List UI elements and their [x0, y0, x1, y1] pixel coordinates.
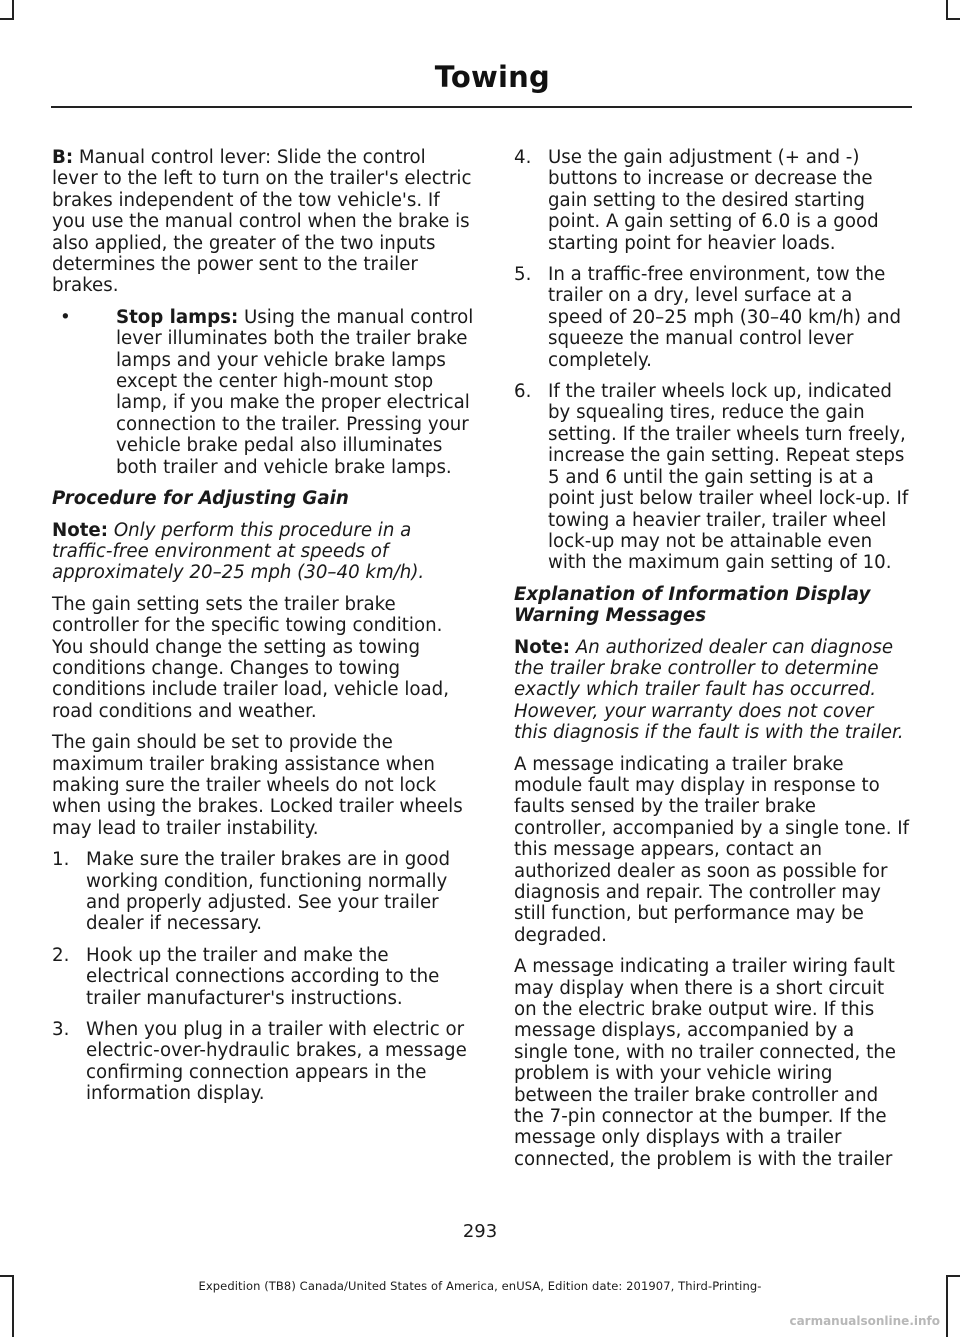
list-item — [52, 1019, 477, 1105]
gain-paragraph-1: The gain setting sets the trailer brake controller for the specific towing condition. You should change the setting as towing conditions change. Changes to towing conditions include trailer load, vehicle load, road conditions and weather. — [52, 593, 449, 722]
wiring-fault-paragraph: A message indicating a trailer wiring fault may display when there is a short circuit on the electric brake output wire. If this message displays, accompanied by a single tone, with no trailer connected, the problem is with your vehicle wiring between the trailer brake controller and the 7-pin connector at the bumper. If the message only displays with a trailer connected, the problem is with the trailer — [514, 956, 896, 1170]
right-column — [514, 147, 910, 1180]
section-heading: Explanation of Information Display Warning Messages — [514, 583, 871, 627]
list-number: 3. — [52, 1019, 70, 1041]
list-text: Hook up the trailer and make the electrical connections according to the trailer manufacturer's instructions. — [86, 944, 440, 1009]
note-text: An authorized dealer can diagnose the trailer brake controller to determine exactly which trailer fault has occurred. However, your warranty does not cover this diagnosis if the fault is with the trailer. — [514, 636, 904, 744]
note-label: Note: — [514, 636, 571, 658]
page-number: 293 — [462, 1221, 498, 1242]
list-text: If the trailer wheels lock up, indicated by squealing tires, reduce the gain setting. If the trailer wheels turn freely, increase the gain setting. Repeat steps 5 and 6 until the gain setting is at a point just below trailer wheel lock-up. If towing a heavier trailer, trailer wheel lock-up may not be attainable even with the maximum gain setting of 10. — [548, 381, 909, 574]
manual-control-paragraph — [52, 147, 477, 297]
note-text: Only perform this procedure in a traffic-free environment at speeds of approximately 20–25 mph (30–40 km/h). — [52, 519, 425, 584]
list-number: 5. — [514, 264, 532, 286]
list-item — [52, 849, 477, 935]
crop-mark — [12, 0, 14, 18]
crop-mark — [0, 1275, 14, 1277]
list-item — [52, 945, 477, 1009]
gain-paragraph-2: The gain should be set to provide the maximum trailer braking assistance when making sure the trailer wheels do not lock when using the brakes. Locked trailer wheels may lead to trailer instability. — [52, 732, 463, 839]
module-fault-paragraph: A message indicating a trailer brake module fault may display in response to faults sensed by the trailer brake controller, accompanied by a single tone. If this message appears, contact an authorized dealer as soon as possible for diagnosis and repair. The controller may still function, but performance may be degraded. — [514, 753, 910, 946]
bullet-icon: • — [60, 306, 71, 328]
para-text: Manual control lever: Slide the control lever to the left to turn on the trailer's electric brakes independent of the tow vehicle's. If you use the manual control when the brake is also applied, the greater of the two inputs determines the power sent to the trailer brakes. — [52, 147, 472, 297]
header-divider — [51, 106, 912, 108]
list-number: 1. — [52, 849, 70, 871]
list-text: When you plug in a trailer with electric or electric-over-hydraulic brakes, a message confirming connection appears in the information display. — [86, 1019, 467, 1105]
bullet-body — [116, 307, 477, 478]
crop-mark — [946, 1275, 960, 1277]
list-text: Use the gain adjustment (+ and -) buttons to increase or decrease the gain setting to the desired starting point. A gain setting of 6.0 is a good starting point for heavier loads. — [548, 147, 879, 254]
watermark: carmanualsonline.info — [789, 1314, 940, 1328]
crop-mark — [946, 18, 960, 20]
note-paragraph — [514, 637, 910, 744]
stop-lamps-bullet — [52, 307, 477, 478]
list-text: Make sure the trailer brakes are in good working condition, functioning normally and properly adjusted. See your trailer dealer if necessary. — [86, 849, 451, 935]
para-label: B: — [52, 147, 74, 168]
list-item — [514, 264, 910, 371]
note-label: Note: — [52, 519, 109, 541]
list-text: In a traffic-free environment, tow the trailer on a dry, level surface at a speed of 20–25 mph (30–40 km/h) and squeeze the manual control lever completely. — [548, 264, 902, 371]
list-number: 6. — [514, 381, 532, 403]
bullet-text: Using the manual control lever illuminates both the trailer brake lamps and your vehicle brake lamps except the center high-mount stop lamp, if you make the proper electrical connection to the trailer. Pressing your vehicle brake pedal also illuminates both trailer and vehicle brake lamps. — [116, 306, 474, 478]
section-heading: Procedure for Adjusting Gain — [52, 488, 349, 510]
note-paragraph — [52, 520, 477, 584]
list-number: 2. — [52, 944, 70, 966]
list-number: 4. — [514, 147, 532, 168]
footer-edition-text: Expedition (TB8) Canada/United States of America, enUSA, Edition date: 201907, Third-Printing- — [198, 1279, 762, 1293]
crop-mark — [946, 0, 948, 18]
page-title: Towing — [434, 60, 550, 94]
list-item — [514, 381, 910, 574]
left-column — [52, 147, 477, 1115]
bullet-label: Stop lamps: — [116, 306, 239, 328]
list-item — [514, 147, 910, 254]
crop-mark — [0, 18, 14, 20]
